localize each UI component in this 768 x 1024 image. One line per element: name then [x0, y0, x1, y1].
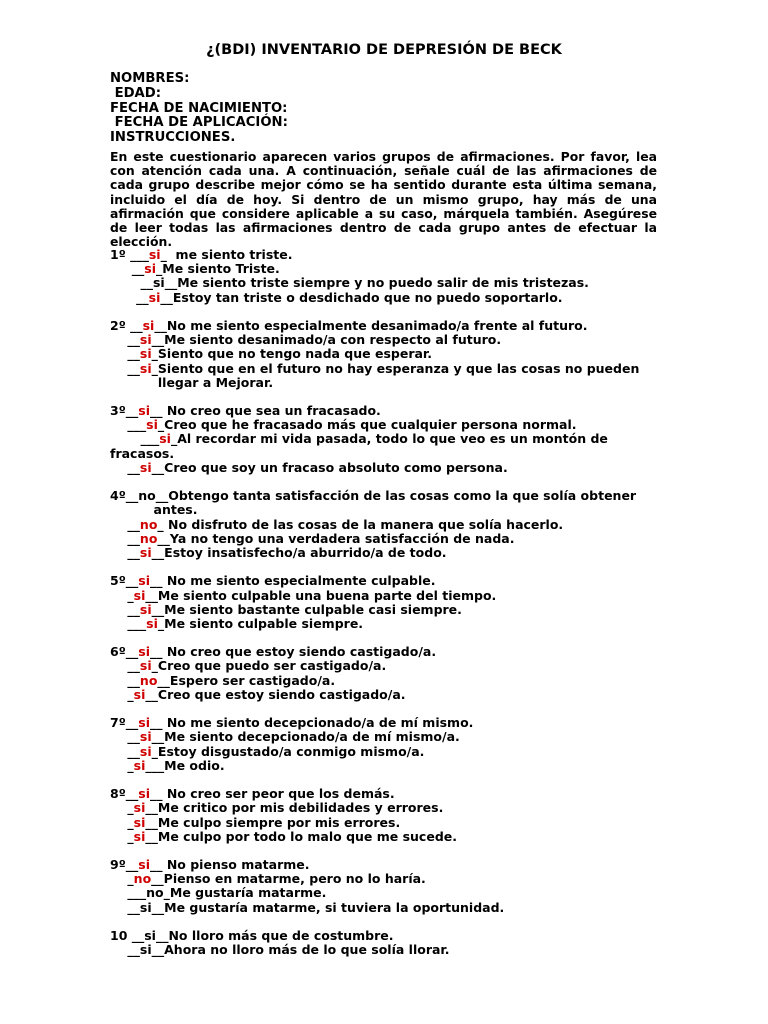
line-text-start: _: [110, 871, 134, 887]
answer-mark: si: [144, 261, 156, 277]
line-text-end: ___Me odio.: [145, 757, 225, 773]
line-text-start: __si__Me siento triste siempre y no puedo salir de mis tristezas.: [110, 275, 589, 291]
answer-line: [110, 801, 658, 815]
answer-mark: si: [146, 615, 158, 631]
answer-mark: si: [139, 360, 152, 376]
line-text-start: __si__Me gustaría matarme, si tuviera la oportunidad.: [110, 899, 505, 915]
line-text-start: ___no_Me gustaría matarme.: [110, 885, 327, 901]
line-text-end: __Estoy tan triste o desdichado que no puedo soportarlo.: [160, 289, 563, 305]
edad-label: EDAD:: [110, 85, 161, 101]
answer-mark: si: [133, 800, 146, 816]
line-text-start: __: [110, 743, 140, 759]
line-text-start: 7º__: [110, 715, 139, 731]
line-text-end: __Me critico por mis debilidades y errores.: [145, 800, 444, 816]
answer-line: [110, 418, 658, 432]
answer-line: [110, 262, 658, 276]
line-text-start: __: [110, 346, 140, 362]
line-text-start: antes.: [110, 502, 198, 518]
answer-mark: si: [138, 715, 150, 731]
line-text-start: __: [110, 544, 140, 560]
answer-mark: no: [139, 516, 158, 532]
line-text-end: __Creo que estoy siendo castigado/a.: [145, 686, 406, 702]
answer-mark: si: [133, 686, 146, 702]
answer-line: [110, 858, 658, 872]
answer-line: [110, 248, 658, 262]
answer-line: [110, 645, 658, 659]
line-text-end: _Me siento Triste.: [156, 261, 280, 277]
answer-line: [110, 659, 658, 673]
line-text-start: 3º__: [110, 403, 139, 419]
line-text-start: __: [110, 601, 140, 617]
line-text-end: __ No me siento decepcionado/a de mí mismo.: [149, 715, 474, 731]
line-text-start: 4º__no__Obtengo tanta satisfacción de las cosas como la que solía obtener: [110, 488, 637, 504]
answer-mark: si: [138, 403, 150, 419]
answer-mark: si: [148, 247, 161, 262]
answer-line: [110, 518, 658, 532]
blank-line: [110, 702, 658, 716]
answer-line: [110, 333, 658, 347]
answer-line: [110, 716, 658, 730]
line-text-start: __: [110, 332, 140, 348]
blank-line: [110, 475, 658, 489]
line-text-end: __Me siento desanimado/a con respecto al futuro.: [151, 332, 502, 348]
answer-mark: si: [139, 658, 152, 674]
line-text-end: __ No creo que sea un fracasado.: [149, 403, 381, 419]
line-text-start: 9º__: [110, 857, 139, 873]
line-text-start: ___: [110, 431, 160, 447]
line-text-start: _: [110, 814, 134, 830]
answer-mark: no: [139, 672, 158, 688]
line-text-start: _: [110, 828, 134, 844]
line-text-end: __Espero ser castigado/a.: [157, 672, 336, 688]
answer-mark: si: [139, 729, 152, 745]
answer-mark: si: [159, 431, 171, 447]
answer-mark: si: [139, 459, 152, 475]
blank-line: [110, 844, 658, 858]
answer-mark: si: [139, 346, 152, 362]
patient-header: [110, 72, 660, 146]
answer-line: [110, 603, 658, 617]
answer-line: [110, 886, 658, 900]
answer-line: [110, 730, 658, 744]
answer-line: [110, 674, 658, 688]
fecha-nacimiento-label: FECHA DE NACIMIENTO:: [110, 100, 288, 116]
line-text-start: 2º __: [110, 317, 143, 333]
answer-line: [110, 830, 658, 844]
line-text-start: _: [110, 587, 134, 603]
questionnaire-body: [110, 248, 658, 957]
line-text-start: ___: [110, 615, 147, 631]
answer-mark: si: [138, 786, 150, 802]
line-text-end: __Me siento decepcionado/a de mí mismo/a.: [151, 729, 460, 745]
line-text-start: __: [110, 658, 140, 674]
answer-line: [110, 276, 658, 290]
line-text-start: 10 __si__No lloro más que de costumbre.: [110, 928, 394, 943]
line-text-start: 8º__: [110, 786, 139, 802]
blank-line: [110, 631, 658, 645]
instrucciones-label: INSTRUCCIONES.: [110, 130, 236, 146]
line-text-end: _Creo que he fracasado más que cualquier persona normal.: [157, 417, 577, 433]
line-text-end: _Estoy disgustado/a conmigo mismo/a.: [151, 743, 425, 759]
answer-mark: si: [148, 289, 161, 305]
answer-mark: si: [142, 317, 155, 333]
line-text-end: __ No creo que estoy siendo castigado/a.: [149, 644, 437, 660]
answer-line: [110, 688, 658, 702]
answer-line: [110, 943, 658, 957]
line-text-end: _ me siento triste.: [160, 247, 293, 262]
line-text-end: _ No disfruto de las cosas de la manera que solía hacerlo.: [157, 516, 564, 532]
line-text-end: __No me siento especialmente desanimado/a frente al futuro.: [154, 317, 588, 333]
fecha-aplicacion-label: FECHA DE APLICACIÓN:: [110, 115, 288, 131]
answer-line: [110, 319, 658, 333]
line-text-end: __Ya no tengo una verdadera satisfacción de nada.: [157, 530, 515, 546]
answer-line: [110, 432, 658, 446]
answer-mark: no: [139, 530, 158, 546]
answer-mark: si: [138, 644, 150, 660]
answer-line: [110, 816, 658, 830]
line-text-start: __si__Ahora no lloro más de lo que solía llorar.: [110, 942, 450, 958]
line-text-start: fracasos.: [110, 445, 175, 461]
answer-line: [110, 872, 658, 886]
line-text-end: __ No pienso matarme.: [149, 857, 310, 873]
line-text-end: __Estoy insatisfecho/a aburrido/a de todo.: [151, 544, 447, 560]
blank-line: [110, 915, 658, 929]
answer-line: [110, 617, 658, 631]
answer-mark: si: [133, 757, 146, 773]
line-text-end: __Pienso en matarme, pero no lo haría.: [151, 871, 426, 887]
document-title: ¿(BDI) INVENTARIO DE DEPRESIÓN DE BECK: [206, 42, 562, 58]
answer-mark: si: [139, 743, 152, 759]
line-text-start: _: [110, 686, 134, 702]
answer-mark: si: [133, 587, 146, 603]
answer-mark: si: [133, 828, 146, 844]
line-text-start: _: [110, 800, 134, 816]
line-text-end: _Siento que no tengo nada que esperar.: [151, 346, 433, 362]
line-text-end: __ No creo ser peor que los demás.: [149, 786, 395, 802]
line-text-start: __: [110, 289, 149, 305]
line-text-start: ___: [110, 417, 147, 433]
answer-line: [110, 376, 658, 390]
line-text-start: __: [110, 261, 145, 277]
line-text-end: _Creo que puedo ser castigado/a.: [151, 658, 387, 674]
line-text-start: llegar a Mejorar.: [110, 374, 274, 390]
line-text-start: 6º__: [110, 644, 139, 660]
blank-line: [110, 390, 658, 404]
answer-line: [110, 546, 658, 560]
line-text-end: _Al recordar mi vida pasada, todo lo que veo es un montón de: [170, 431, 608, 447]
line-text-start: _: [110, 757, 134, 773]
line-text-end: _Siento que en el futuro no hay esperanza y que las cosas no pueden: [151, 360, 640, 376]
answer-line: [110, 532, 658, 546]
line-text-start: __: [110, 459, 140, 475]
answer-mark: si: [146, 417, 158, 433]
answer-line: [110, 447, 658, 461]
blank-line: [110, 305, 658, 319]
answer-mark: si: [138, 573, 150, 589]
line-text-end: _Me siento culpable siempre.: [157, 615, 364, 631]
answer-mark: no: [133, 871, 152, 887]
answer-mark: si: [138, 857, 150, 873]
answer-line: [110, 291, 658, 305]
answer-mark: si: [139, 544, 152, 560]
answer-line: [110, 404, 658, 418]
answer-line: [110, 461, 658, 475]
line-text-end: __Me culpo siempre por mis errores.: [145, 814, 401, 830]
line-text-end: __ No me siento especialmente culpable.: [149, 573, 436, 589]
line-text-start: __: [110, 672, 140, 688]
nombres-label: NOMBRES:: [110, 71, 190, 86]
line-text-end: __Me culpo por todo lo malo que me sucede.: [145, 828, 457, 844]
line-text-end: __Creo que soy un fracaso absoluto como persona.: [151, 459, 508, 475]
answer-mark: si: [139, 332, 152, 348]
answer-line: [110, 574, 658, 588]
line-text-end: __Me siento bastante culpable casi siempre.: [151, 601, 462, 617]
line-text-start: 5º__: [110, 573, 139, 589]
answer-mark: si: [133, 814, 146, 830]
answer-line: [110, 589, 658, 603]
answer-line: [110, 929, 658, 943]
answer-line: [110, 489, 658, 503]
instructions-paragraph: En este cuestionario aparecen varios grupos de afirmaciones. Por favor, lea con atención cada una. A continuación, señale cuál de las afirmaciones de cada grupo describe mejor cómo se ha sentido durante esta última semana, incluido el día de hoy. Si dentro de un mismo grupo, hay más de una afirmación que considere aplicable a su caso, márquela también. Asegúrese de leer todas las afirmaciones dentro de cada grupo antes de efectuar la elección.: [110, 149, 657, 250]
answer-mark: si: [139, 601, 152, 617]
blank-line: [110, 560, 658, 574]
answer-line: [110, 362, 658, 376]
answer-line: [110, 901, 658, 915]
blank-line: [110, 773, 658, 787]
line-text-start: __: [110, 729, 140, 745]
line-text-start: __: [110, 530, 140, 546]
line-text-start: 1º ___: [110, 247, 149, 262]
line-text-start: __: [110, 516, 140, 532]
answer-line: [110, 787, 658, 801]
line-text-end: __Me siento culpable una buena parte del tiempo.: [145, 587, 497, 603]
answer-line: [110, 759, 658, 773]
line-text-start: __: [110, 360, 140, 376]
answer-line: [110, 347, 658, 361]
answer-line: [110, 503, 658, 517]
answer-line: [110, 745, 658, 759]
